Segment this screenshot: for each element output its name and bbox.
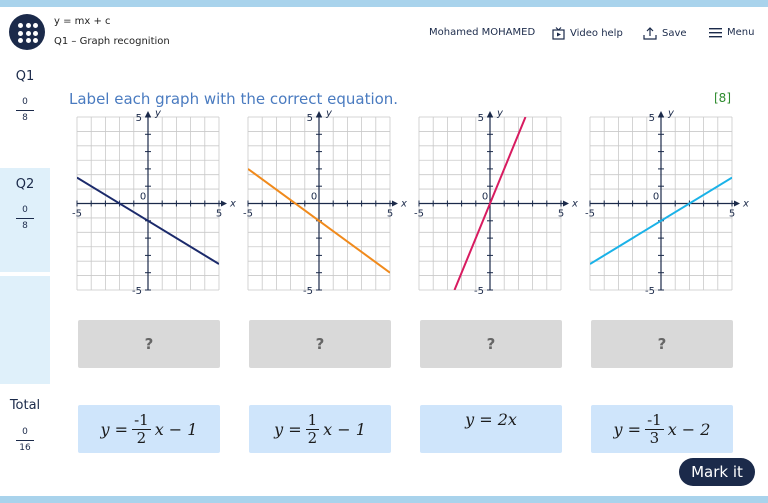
y-tick-label: -5 bbox=[132, 286, 142, 297]
equation-card-4[interactable] bbox=[591, 405, 733, 453]
top-frame-bar bbox=[0, 0, 768, 7]
x-axis-arrow bbox=[734, 201, 740, 207]
y-axis-label: y bbox=[155, 108, 161, 119]
y-tick-label: -5 bbox=[645, 286, 655, 297]
equation-card-2[interactable] bbox=[249, 405, 391, 453]
fraction-bar bbox=[16, 218, 34, 219]
answer-drop-zone-1[interactable]: ? bbox=[78, 320, 220, 368]
equation-fraction bbox=[645, 412, 664, 447]
grid-dot bbox=[33, 31, 38, 36]
grid-dot bbox=[26, 31, 31, 36]
video-help-label: Video help bbox=[570, 28, 623, 39]
equation-rest: x − 1 bbox=[323, 419, 366, 439]
graph-3 bbox=[414, 108, 578, 297]
q2-label: Q2 bbox=[15, 177, 35, 192]
equation-lhs: y = bbox=[613, 419, 642, 439]
graph-4 bbox=[585, 108, 749, 297]
y-axis-label: y bbox=[326, 108, 332, 119]
total-score: 0 bbox=[22, 427, 28, 437]
graph-1 bbox=[72, 108, 236, 297]
save-label: Save bbox=[662, 28, 687, 39]
equation-lhs: y = bbox=[274, 419, 302, 439]
y-axis-label: y bbox=[497, 108, 503, 119]
bottom-frame-bar bbox=[0, 496, 768, 503]
y-axis-label: y bbox=[668, 108, 674, 119]
fraction-denominator: 2 bbox=[136, 428, 147, 447]
user-name-label: Mohamed MOHAMED bbox=[429, 27, 536, 38]
answer-drop-zone-3[interactable]: ? bbox=[420, 320, 562, 368]
x-tick-label: 5 bbox=[215, 208, 223, 220]
fraction-numerator: -1 bbox=[647, 410, 662, 429]
y-tick-label: -5 bbox=[474, 286, 484, 297]
x-tick-label: -5 bbox=[72, 208, 82, 220]
x-axis-arrow bbox=[563, 201, 569, 207]
q1-score: 0 bbox=[22, 97, 28, 107]
x-tick-label: -5 bbox=[414, 208, 424, 220]
save-button[interactable] bbox=[643, 27, 687, 40]
x-tick-label: -5 bbox=[243, 208, 253, 220]
graph-2 bbox=[243, 108, 407, 297]
grid-dot bbox=[18, 23, 23, 28]
fraction-denominator: 3 bbox=[649, 428, 660, 447]
y-axis-arrow bbox=[316, 111, 322, 117]
apps-grid-button[interactable] bbox=[9, 14, 45, 50]
equation-card-3[interactable] bbox=[420, 405, 562, 453]
grid-dot bbox=[18, 38, 23, 43]
equation-lhs: y = bbox=[100, 419, 129, 439]
origin-label: 0 bbox=[652, 191, 660, 203]
equation-rest: x − 2 bbox=[667, 419, 711, 439]
y-tick-label: 5 bbox=[135, 113, 142, 124]
x-axis-label: x bbox=[572, 198, 578, 210]
q1-total: 8 bbox=[22, 113, 28, 123]
origin-label: 0 bbox=[481, 191, 489, 203]
total-label: Total bbox=[9, 398, 41, 413]
equation-card-1[interactable] bbox=[78, 405, 220, 453]
mark-it-button[interactable]: Mark it bbox=[679, 458, 755, 486]
y-tick-label: 5 bbox=[306, 113, 313, 124]
x-axis-arrow bbox=[221, 201, 227, 207]
instruction-text: Label each graph with the correct equation. bbox=[69, 90, 399, 108]
fraction-bar bbox=[16, 110, 34, 111]
sidebar-divider bbox=[0, 164, 50, 168]
fraction-denominator: 2 bbox=[307, 428, 318, 447]
video-icon bbox=[552, 27, 565, 40]
page-subtitle: Q1 – Graph recognition bbox=[54, 36, 170, 47]
equation-fraction bbox=[132, 412, 151, 447]
x-axis-label: x bbox=[401, 198, 407, 210]
total-max: 16 bbox=[19, 443, 31, 453]
sidebar-divider bbox=[0, 272, 50, 276]
y-axis-arrow bbox=[145, 111, 151, 117]
y-tick-label: 5 bbox=[477, 113, 484, 124]
origin-label: 0 bbox=[139, 191, 147, 203]
sidebar-item-q2[interactable] bbox=[0, 168, 50, 272]
y-axis-arrow bbox=[487, 111, 493, 117]
grid-dot bbox=[33, 38, 38, 43]
origin-label: 0 bbox=[310, 191, 318, 203]
upload-icon bbox=[643, 27, 657, 40]
grid-dot bbox=[26, 38, 31, 43]
marks-available: [8] bbox=[714, 91, 731, 105]
q2-score: 0 bbox=[22, 205, 28, 215]
sidebar-item-q1[interactable] bbox=[0, 60, 50, 164]
x-tick-label: -5 bbox=[585, 208, 595, 220]
x-tick-label: 5 bbox=[557, 208, 565, 220]
sidebar-total-panel bbox=[0, 384, 50, 496]
video-help-button[interactable] bbox=[552, 27, 623, 40]
x-tick-label: 5 bbox=[386, 208, 394, 220]
user-name[interactable] bbox=[429, 27, 535, 38]
y-axis-arrow bbox=[658, 111, 664, 117]
equation-rest: x − 1 bbox=[154, 419, 198, 439]
x-axis-label: x bbox=[230, 198, 236, 210]
equation-text: y = 2x bbox=[465, 410, 517, 429]
x-axis-label: x bbox=[743, 198, 749, 210]
page-title: y = mx + c bbox=[54, 16, 111, 27]
menu-button[interactable] bbox=[709, 27, 754, 38]
grid-dot bbox=[33, 23, 38, 28]
x-tick-label: 5 bbox=[728, 208, 736, 220]
y-tick-label: 5 bbox=[648, 113, 655, 124]
answer-drop-zone-2[interactable]: ? bbox=[249, 320, 391, 368]
menu-label: Menu bbox=[727, 27, 755, 38]
hamburger-icon bbox=[709, 27, 722, 38]
q1-label: Q1 bbox=[15, 69, 35, 84]
fraction-numerator: -1 bbox=[134, 410, 149, 429]
fraction-bar bbox=[16, 440, 34, 441]
y-tick-label: -5 bbox=[303, 286, 313, 297]
grid-dot bbox=[18, 31, 23, 36]
x-axis-arrow bbox=[392, 201, 398, 207]
answer-drop-zone-4[interactable]: ? bbox=[591, 320, 733, 368]
fraction-numerator: 1 bbox=[307, 410, 318, 429]
q2-total: 8 bbox=[22, 221, 28, 231]
grid-dot bbox=[26, 23, 31, 28]
equation-fraction bbox=[306, 412, 320, 447]
